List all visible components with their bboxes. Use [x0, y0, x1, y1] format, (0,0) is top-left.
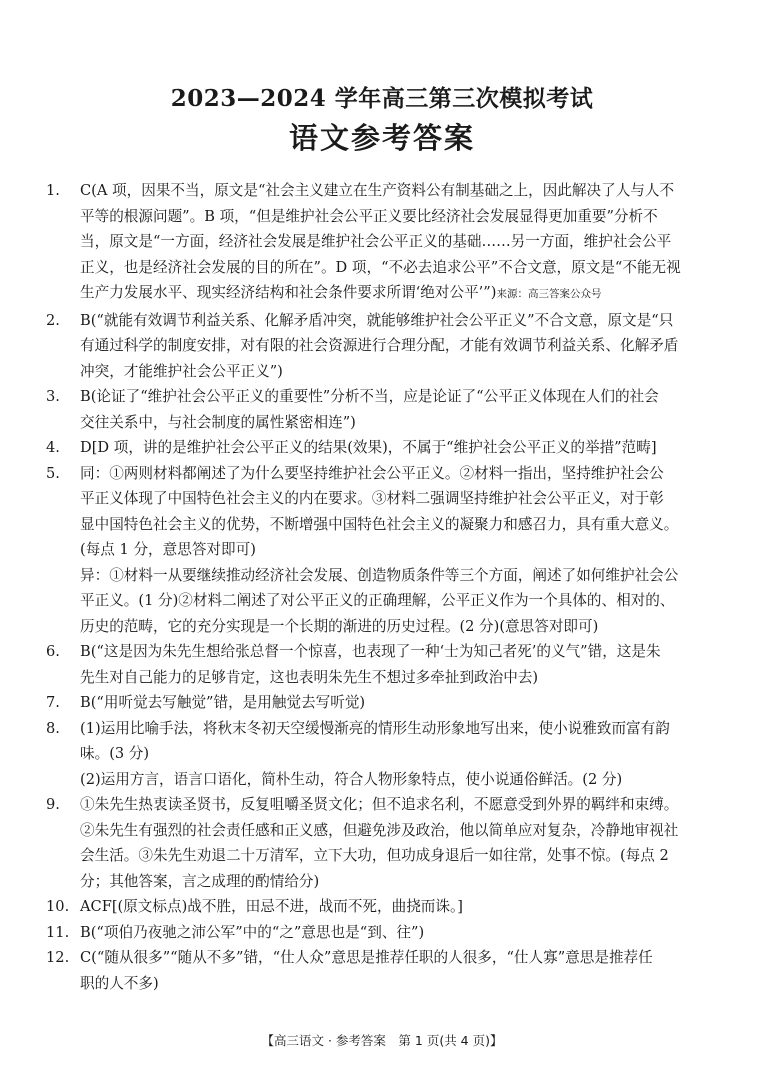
answer-line: B(“这是因为朱先生想给张总督一个惊喜，也表现了一种‘士为知己者死’的义气”错，这是朱 — [80, 643, 661, 660]
answer-item — [46, 639, 726, 690]
answer-line: 味。(3 分) — [80, 745, 150, 762]
answer-line: 平等的根源问题”。B 项，“但是维护社会公平正义要比经济社会发展显得更加重要”分析不 — [80, 207, 658, 225]
answer-number: 10. — [46, 898, 70, 915]
answer-line: B(论证了“维护社会公平正义的重要性”分析不当，应是论证了“公平正义体现在人们的社会 — [80, 388, 659, 405]
answer-line: (每点 1 分，意思答对即可) — [80, 541, 256, 558]
answer-number: 9. — [46, 796, 60, 813]
answer-line: 平正义。(1 分)②材料二阐述了对公平正义的正确理解，公平正义作为一个具体的、相对的、 — [80, 592, 675, 609]
answer-item — [46, 945, 726, 996]
answer-list — [46, 178, 726, 996]
page-title: 2023—2024 学年高三第三次模拟考试 — [170, 85, 594, 112]
answer-item — [46, 690, 726, 716]
answer-line: ACF[(原文标点)战不胜，田忌不进，战而不死，曲挠而诛。] — [80, 898, 463, 915]
answer-line: 当，原文是“一方面，经济社会发展是维护社会公平正义的基础……另一方面，维护社会公平 — [80, 233, 672, 250]
answer-item — [46, 435, 726, 461]
answer-item — [46, 178, 726, 308]
answer-number: 6. — [46, 643, 60, 660]
answer-item — [46, 792, 726, 894]
answer-number: 8. — [46, 719, 60, 737]
answer-line: 同：①两则材料都阐述了为什么要坚持维护社会公平正义。②材料一指出，坚持维护社会公 — [80, 464, 664, 482]
answer-line: B(“用听觉去写触觉”错，是用触觉去写听觉) — [80, 694, 366, 711]
answer-number: 1. — [46, 182, 60, 199]
answer-item — [46, 384, 726, 435]
answer-line: 显中国特色社会主义的优势，不断增强中国特色社会主义的凝聚力和感召力，具有重大意义。 — [80, 515, 679, 533]
answer-line: 平正义体现了中国特色社会主义的内在要求。③材料二强调坚持维护社会公平正义，对于彰 — [80, 490, 664, 507]
page-subtitle: 语文参考答案 — [288, 121, 475, 155]
answer-line: 生产力发展水平、现实经济结构和社会条件要求所谓‘绝对公平’”)来源：高三答案公众号 — [80, 284, 602, 301]
answer-number: 12. — [46, 949, 70, 966]
answer-line: 异：①材料一从要继续推动经济社会发展、创造物质条件等三个方面，阐述了如何维护社会公 — [80, 566, 679, 584]
answer-line: B(“项伯乃夜驰之沛公军”中的“之”意思也是“到、往”) — [80, 923, 425, 941]
answer-number: 7. — [46, 694, 60, 711]
answer-item — [46, 308, 726, 385]
answer-line: 有通过科学的制度安排，对有限的社会资源进行合理分配，才能有效调节利益关系、化解矛盾 — [80, 337, 679, 354]
answer-line: (1)运用比喻手法，将秋末冬初天空缓慢渐亮的情形生动形象地写出来，使小说雅致而富有韵 — [80, 719, 670, 737]
answer-line: ①朱先生热衷读圣贤书，反复咀嚼圣贤文化；但不追求名利，不愿意受到外界的羁绊和束缚。 — [80, 796, 679, 813]
answer-line: C(A 项，因果不当，原文是“社会主义建立在生产资料公有制基础之上，因此解决了人与人不 — [80, 182, 675, 199]
source-note: 来源：高三答案公众号 — [496, 288, 602, 300]
answer-line: C(“随从很多”“随从不多”错，“仕人众”意思是推荐任职的人很多，“仕人寡”意思是推荐任 — [80, 949, 653, 966]
answer-line: 职的人不多) — [80, 974, 159, 992]
answer-item — [46, 894, 726, 920]
answer-line: 分；其他答案，言之成理的酌情给分) — [80, 872, 320, 890]
answer-number: 2. — [46, 311, 60, 329]
answer-line: D[D 项，讲的是维护社会公平正义的结果(效果)，不属于“维护社会公平正义的举措”范畴] — [80, 439, 657, 456]
answer-line: B(“就能有效调节利益关系、化解矛盾冲突，就能够维护社会公平正义”不合文意，原文是“只 — [80, 311, 674, 329]
answer-number: 4. — [46, 439, 60, 456]
answer-item — [46, 920, 726, 946]
page-footer: 【高三语文 · 参考答案 第 1 页(共 4 页)】 — [261, 1033, 503, 1048]
answer-number: 3. — [46, 388, 60, 405]
answer-number: 5. — [46, 464, 60, 482]
answer-line: 先生对自己能力的足够肯定，这也表明朱先生不想过多牵扯到政治中去) — [80, 668, 539, 686]
answer-line: 正义，也是经济社会发展的目的所在”。D 项，“不必去追求公平”不合文意，原文是“不能无视 — [80, 258, 681, 276]
answer-number: 11. — [46, 923, 70, 941]
answer-line: 历史的范畴，它的充分实现是一个长期的渐进的历史过程。(2 分)(意思答对即可) — [80, 617, 599, 635]
answer-line: (2)运用方言，语言口语化，简朴生动，符合人物形象特点，使小说通俗鲜活。(2 分) — [80, 770, 623, 788]
answer-line: ②朱先生有强烈的社会责任感和正义感，但避免涉及政治，他以简单应对复杂，冷静地审视社 — [80, 821, 679, 839]
answer-line: 交往关系中，与社会制度的属性紧密相连”) — [80, 413, 356, 431]
answer-item — [46, 461, 726, 640]
answer-item — [46, 716, 726, 793]
answer-line: 冲突，才能维护社会公平正义”) — [80, 362, 283, 380]
answer-line: 会生活。③朱先生劝退二十万清军，立下大功，但功成身退后一如往常，处事不惊。(每点 2 — [80, 847, 669, 864]
